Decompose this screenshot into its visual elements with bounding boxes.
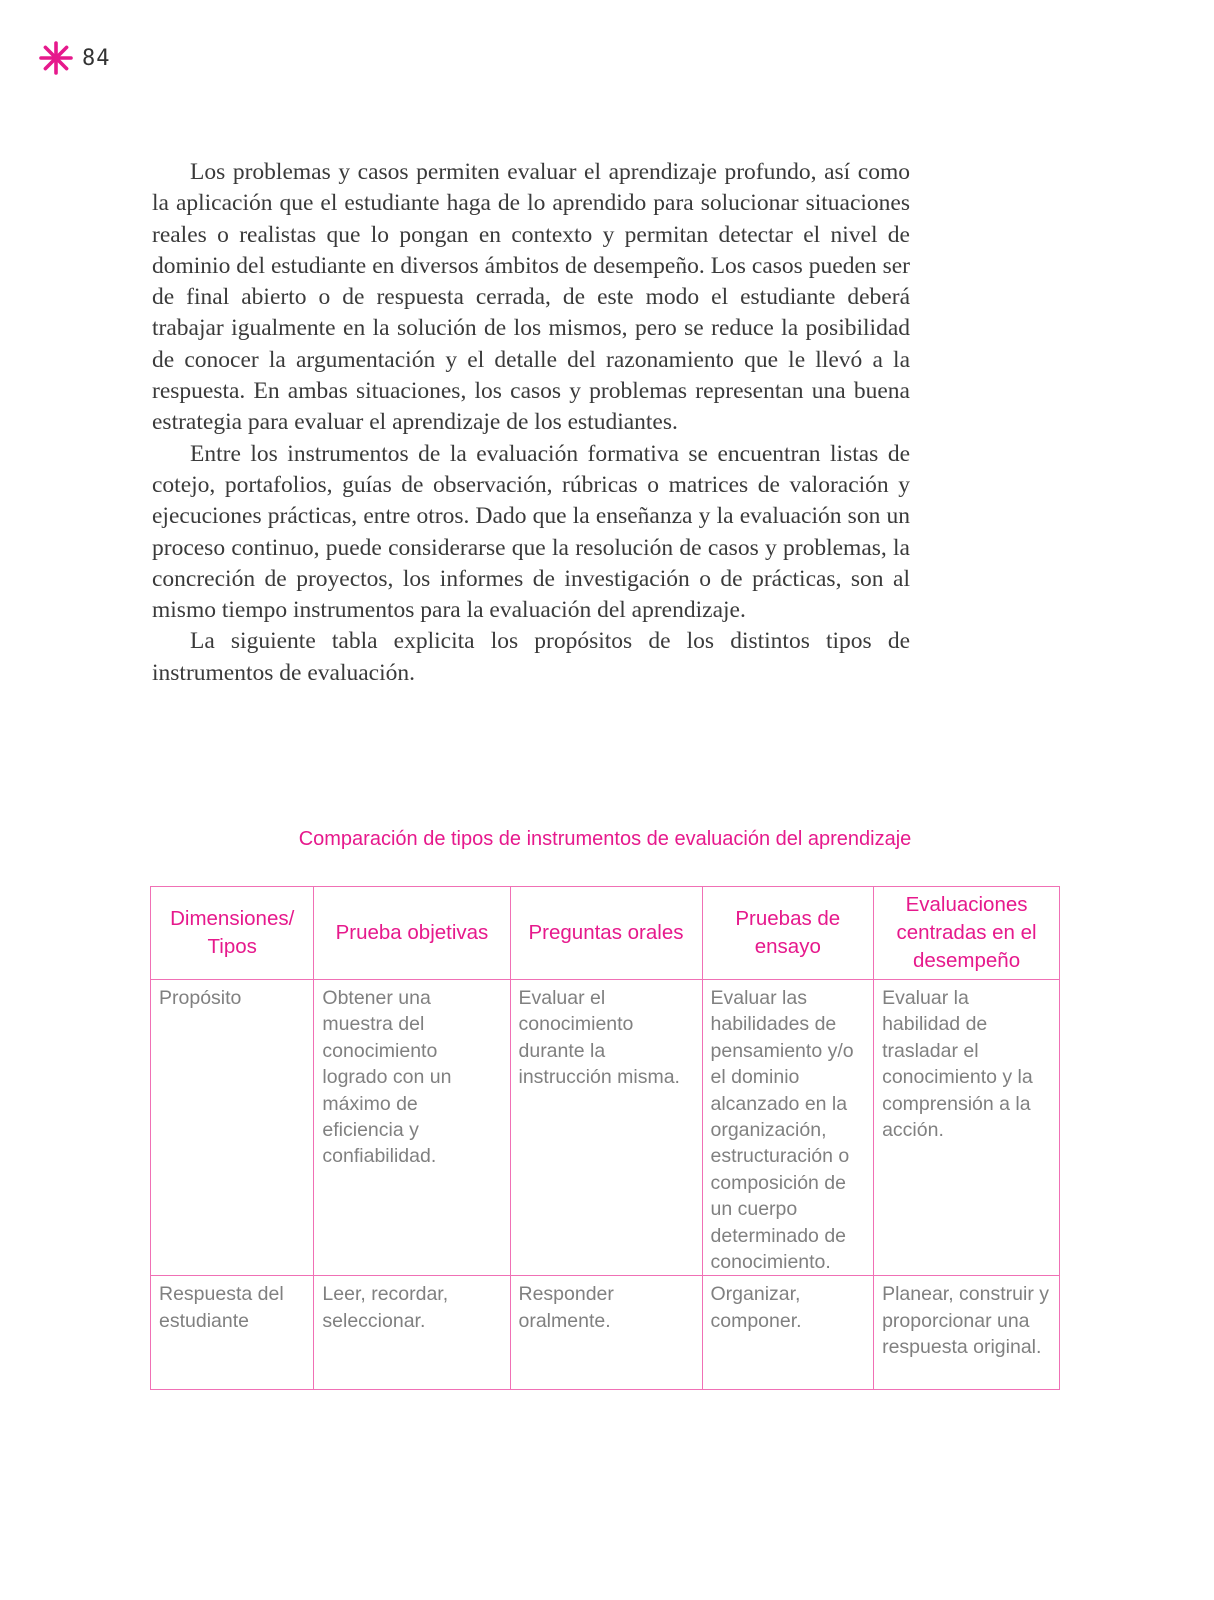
- table-title: Comparación de tipos de instrumentos de evaluación del aprendizaje: [298, 828, 912, 850]
- header-cell-dimensiones: Dimensiones/ Tipos: [151, 887, 314, 980]
- table-cell: Evaluar la habilidad de trasladar el conocimiento y la comprensión a la acción.: [874, 980, 1060, 1276]
- table-cell: Evaluar las habilidades de pensamiento y/o el dominio alcanzado en la organización, estructuración o composición de un cuerpo determinado de conocimiento.: [702, 980, 874, 1276]
- header-cell-evaluaciones-desempeno: Evaluaciones centradas en el desempeño: [874, 887, 1060, 980]
- asterisk-flower-icon: [38, 40, 74, 76]
- page-header: [38, 40, 111, 76]
- body-text: [152, 157, 910, 689]
- table-cell: Planear, construir y proporcionar una respuesta original.: [874, 1276, 1060, 1390]
- row-label-cell: Propósito: [151, 980, 314, 1276]
- header-cell-pruebas-ensayo: Pruebas de ensayo: [702, 887, 874, 980]
- table-row: [151, 980, 1060, 1276]
- paragraph: Los problemas y casos permiten evaluar el aprendizaje profundo, así como la aplicación que el estudiante haga de lo aprendido para solucionar situaciones reales o realistas que lo pongan en contexto y permitan detectar el nivel de dominio del estudiante en diversos ámbitos de desempeño. Los casos pueden ser de final abierto o de respuesta cerrada, de este modo el estudiante deberá trabajar igualmente en la solución de los mismos, pero se reduce la posibilidad de conocer la argumentación y el detalle del razonamiento que le llevó a la respuesta. En ambas situaciones, los casos y problemas representan una buena estrategia para evaluar el aprendizaje de los estudiantes.: [152, 159, 910, 436]
- table-header-row: [151, 887, 1060, 980]
- page-number: 84: [82, 45, 111, 71]
- table-cell: Leer, recordar, seleccionar.: [314, 1276, 510, 1390]
- paragraph: La siguiente tabla explicita los propósitos de los distintos tipos de instrumentos de evaluación.: [152, 628, 910, 686]
- table-cell: Obtener una muestra del conocimiento logrado con un máximo de eficiencia y confiabilidad.: [314, 980, 510, 1276]
- table-cell: Organizar, componer.: [702, 1276, 874, 1390]
- row-label-cell: Respuesta del estudiante: [151, 1276, 314, 1390]
- table-cell: Evaluar el conocimiento durante la instrucción misma.: [510, 980, 702, 1276]
- header-cell-preguntas-orales: Preguntas orales: [510, 887, 702, 980]
- table-row: [151, 1276, 1060, 1390]
- comparison-table: [150, 886, 1060, 1390]
- header-cell-prueba-objetivas: Prueba objetivas: [314, 887, 510, 980]
- paragraph: Entre los instrumentos de la evaluación formativa se encuentran listas de cotejo, portafolios, guías de observación, rúbricas o matrices de valoración y ejecuciones prácticas, entre otros. Dado que la enseñanza y la evaluación son un proceso continuo, puede considerarse que la resolución de casos y problemas, la concreción de proyectos, los informes de investigación o de prácticas, son al mismo tiempo instrumentos para la evaluación del aprendizaje.: [152, 440, 910, 624]
- table-cell: Responder oralmente.: [510, 1276, 702, 1390]
